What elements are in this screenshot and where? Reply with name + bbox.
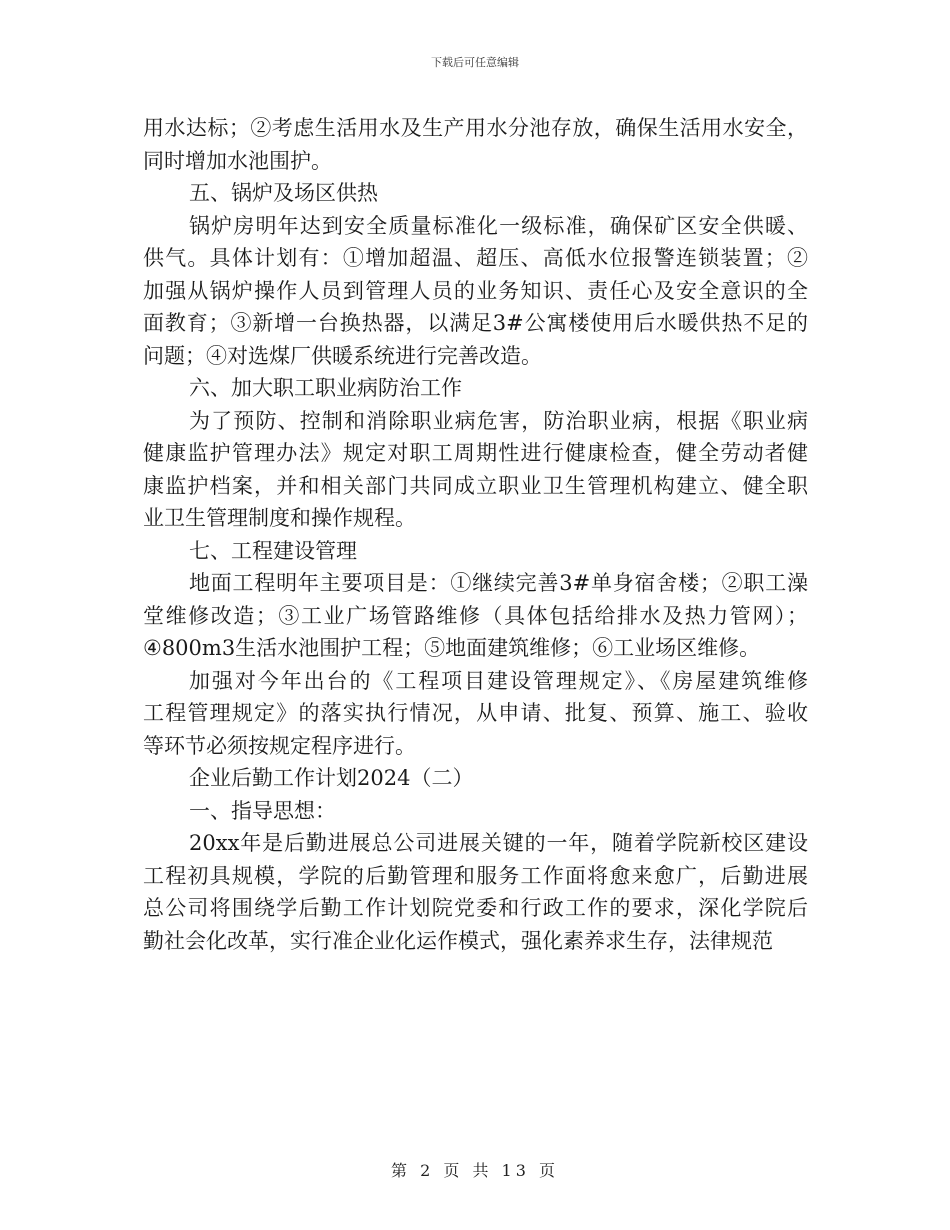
page-footer: 第 2 页 共 13 页 bbox=[391, 1161, 559, 1180]
text-line: 业卫生管理制度和操作规程。 bbox=[143, 506, 416, 530]
text-line: 总公司将围绕学后勤工作计划院党委和行政工作的要求，深化学院后 bbox=[143, 896, 808, 920]
text-line: 六、加大职工职业病防治工作 bbox=[189, 376, 462, 400]
paragraph bbox=[143, 405, 808, 535]
text-line: 企业后勤工作计划2024（二） bbox=[189, 766, 474, 790]
text-line: 供气。具体计划有：①增加超温、超压、高低水位报警连锁装置；② bbox=[143, 246, 808, 270]
text-line: 康监护档案，并和相关部门共同成立职业卫生管理机构建立、健全职 bbox=[143, 473, 808, 498]
paragraph bbox=[143, 535, 808, 568]
text-line: 为了预防、控制和消除职业病危害，防治职业病，根据《职业病 bbox=[189, 408, 808, 433]
text-line: 问题；④对选煤厂供暖系统进行完善改造。 bbox=[143, 343, 542, 368]
paragraph bbox=[143, 372, 808, 405]
text-line: 20xx年是后勤进展总公司进展关键的一年，随着学院新校区建设 bbox=[189, 831, 808, 855]
text-line: 加强对今年出台的《工程项目建设管理规定》、《房屋建筑维修 bbox=[189, 668, 808, 693]
text-line: 加强从锅炉操作人员到管理人员的业务知识、责任心及安全意识的全 bbox=[143, 278, 808, 303]
text-line: 用水达标；②考虑生活用水及生产用水分池存放，确保生活用水安全， bbox=[143, 116, 808, 140]
text-line: 七、工程建设管理 bbox=[189, 538, 357, 563]
text-line: 工程管理规定》的落实执行情况，从申请、批复、预算、施工、验收 bbox=[143, 701, 808, 725]
paragraph bbox=[143, 762, 808, 795]
paragraph bbox=[143, 827, 808, 957]
text-line: 同时增加水池围护。 bbox=[143, 148, 332, 173]
paragraph bbox=[143, 112, 808, 177]
text-line: 工程初具规模，学院的后勤管理和服务工作面将愈来愈广，后勤进展 bbox=[143, 863, 808, 888]
text-line: 五、锅炉及场区供热 bbox=[189, 181, 378, 205]
text-line: 一、指导思想： bbox=[189, 798, 336, 823]
text-line: 等环节必须按规定程序进行。 bbox=[143, 733, 416, 758]
text-line: 堂维修改造；③工业广场管路维修（具体包括给排水及热力管网）； bbox=[143, 603, 808, 628]
text-line: 面教育；③新增一台换热器，以满足3#公寓楼使用后水暖供热不足的 bbox=[143, 311, 808, 335]
paragraph bbox=[143, 567, 808, 665]
paragraph bbox=[143, 795, 808, 828]
text-line: 地面工程明年主要项目是：①继续完善3#单身宿舍楼；②职工澡 bbox=[189, 571, 808, 595]
text-line: 勤社会化改革，实行准企业化运作模式，强化素养求生存，法律规范 bbox=[143, 928, 773, 953]
paragraph bbox=[143, 210, 808, 373]
text-line: 健康监护管理办法》规定对职工周期性进行健康检查，健全劳动者健 bbox=[143, 441, 808, 465]
paragraph bbox=[143, 665, 808, 763]
text-line: ④800m3生活水池围护工程；⑤地面建筑维修；⑥工业场区维修。 bbox=[143, 636, 761, 660]
page-header: 下载后可任意编辑 bbox=[431, 56, 519, 69]
text-line: 锅炉房明年达到安全质量标准化一级标准，确保矿区安全供暖、 bbox=[189, 213, 808, 238]
paragraph bbox=[143, 177, 808, 210]
document-body bbox=[143, 112, 808, 957]
